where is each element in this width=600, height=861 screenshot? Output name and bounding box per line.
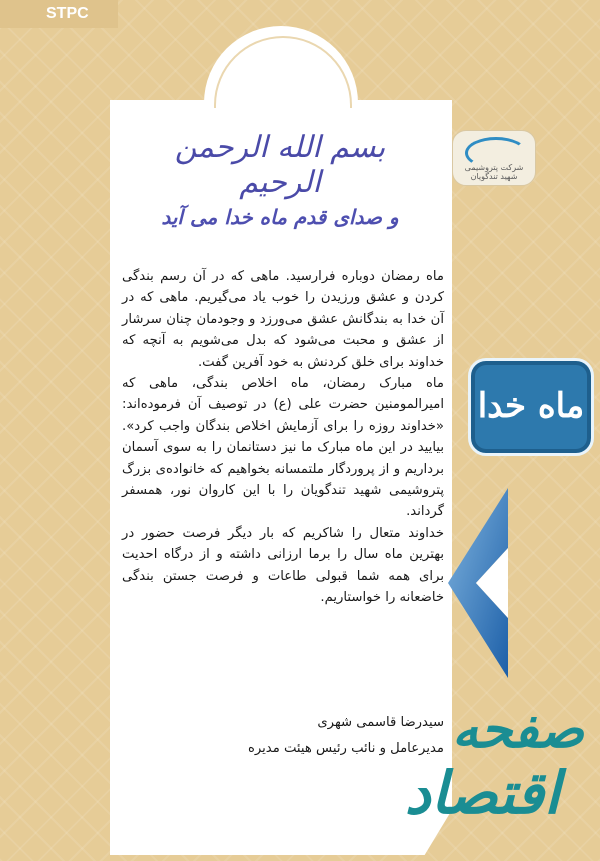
logo-text: شرکت پتروشیمی شهید تندگویان [464, 163, 524, 181]
signature-title: مدیرعامل و نائب رئیس هیئت مدیره [247, 741, 444, 756]
company-logo [452, 130, 536, 186]
basmala-heading: بسم الله الرحمن الرحیم [174, 130, 386, 200]
stpc-badge: STPC [0, 0, 118, 28]
watermark-logo [340, 700, 590, 840]
paragraph-3: خداوند متعال را شاکریم که بار دیگر فرصت حضور در بهترین ماه سال را برما ارزانی داشته و از درگاه احدیت برای همه شما قبولی طاعات و فرصت جستن بندگی خاضعانه را خواستاریم. [122, 525, 444, 606]
blue-chevron-decoration [448, 488, 508, 678]
signature-name: سیدرضا قاسمی شهری [317, 715, 444, 730]
letter-body [122, 266, 444, 609]
paragraph-1: ماه رمضان دوباره فرارسید. ماهی که در آن رسم بندگی کردن و عشق ورزیدن را خوب یاد می‌گیریم. ماهی که در آن خدا به بندگانش عشق می‌ورزد و وجودمان چنان سرشار از عشق و محبت می‌شود که بدل می‌شویم به آنچه که خداوند برای خلق کردنش به خود آفرین گفت. [122, 269, 444, 370]
watermark-line-1: صفحه [452, 699, 584, 760]
page-subtitle: و صدای قدم ماه خدا می آید [161, 205, 399, 229]
emblem-text: ماه خدا [477, 386, 585, 426]
ramadan-emblem [468, 358, 594, 456]
watermark-line-2: اقتصاد [404, 759, 560, 827]
paragraph-2: ماه مبارک رمضان، ماه اخلاص بندگی، ماهی که امیرالمومنین حضرت علی (ع) در توصیف آن فرموده‌اند: «خداوند روزه را برای آزمایش اخلاص بندگان واجب کرد». بیایید در این ماه مبارک ما نیز دستانمان را به سوی آسمان برداریم و از پروردگار ملتمسانه بخواهیم که خانواده‌ی بزرگ پتروشیمی شهید تندگویان را با این کاروان نور، همسفر گرداند. [122, 376, 444, 520]
